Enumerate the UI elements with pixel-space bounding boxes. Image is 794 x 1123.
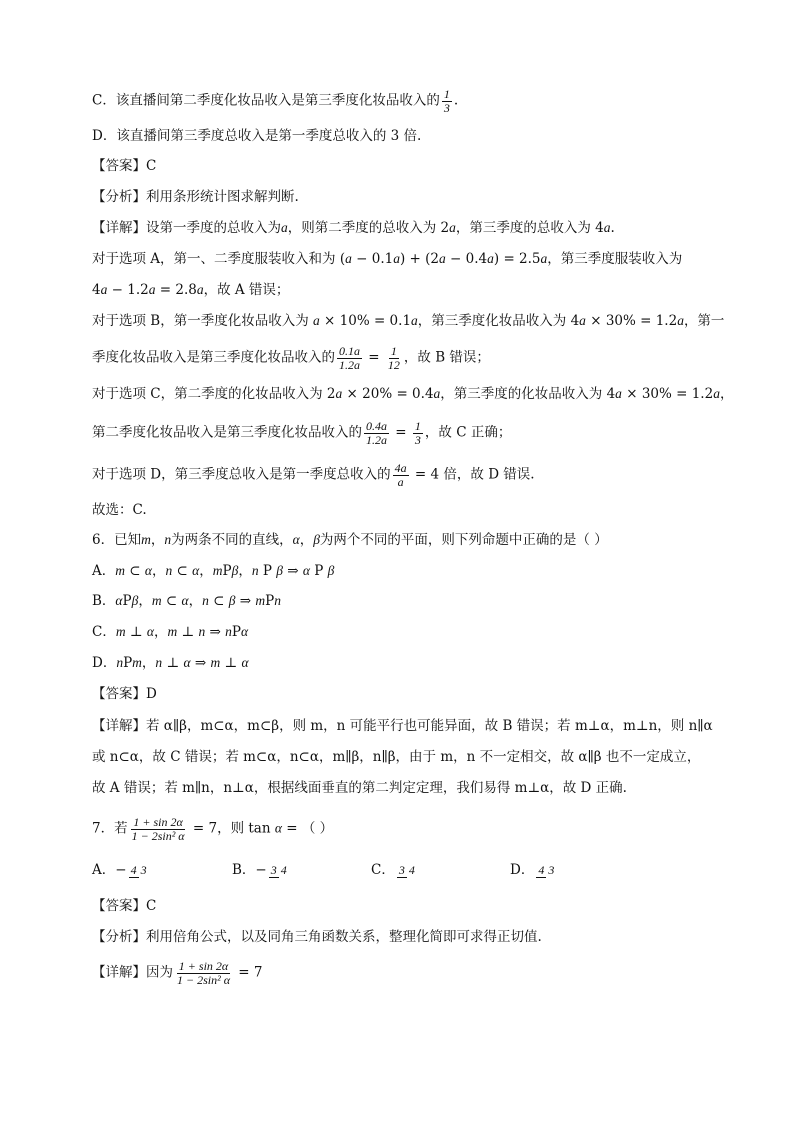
- fraction-denominator: 4: [408, 863, 415, 878]
- text-run: 6．已知: [92, 532, 142, 548]
- fraction-numerator: 3: [270, 863, 277, 878]
- math-variable: a: [281, 220, 288, 235]
- option-label: C．: [371, 862, 395, 878]
- text-run: ，第三季度的总收入为 4: [455, 220, 604, 236]
- text-run: P: [122, 593, 132, 609]
- text-run: 【详解】若 α∥β，m⊂α，m⊂β，则 m，n 可能平行也可能异面，故 B 错误；若 m⊥α，m⊥n，则 n∥α: [92, 718, 713, 734]
- text-line: [92, 249, 682, 269]
- math-variable: m: [151, 593, 162, 608]
- fraction-numerator: 0.4a: [366, 419, 387, 433]
- text-run: 第二季度化妆品收入是第三季度化妆品收入的: [92, 424, 362, 441]
- text-run: 7．若: [92, 820, 128, 837]
- text-run: ，: [153, 624, 168, 640]
- fraction: [536, 863, 556, 878]
- fraction-denominator: 3: [443, 100, 450, 115]
- text-run: × 10% = 0.1: [319, 313, 412, 329]
- text-run: 或 n⊂α，故 C 错误；若 m⊂α，n⊂α，m∥β，n∥β，由于 m，n 不一定相交，故 α∥β 也不一定成立，: [92, 749, 701, 765]
- text-run: ，故 B 错误；: [403, 349, 490, 366]
- text-run: − 0.1: [351, 251, 394, 267]
- math-variable: β: [327, 563, 335, 578]
- text-run: A．: [92, 563, 116, 579]
- text-run: × 30% = 1.2: [621, 386, 714, 402]
- text-line: [92, 778, 627, 798]
- fraction: [129, 863, 149, 878]
- math-variable: n: [198, 624, 206, 639]
- math-variable: m: [115, 624, 126, 639]
- text-run: 故 A 错误；若 m∥n，n⊥α，根据线面垂直的第二判定定理，我们易得 m⊥α，故 D 正确.: [92, 780, 627, 796]
- text-run: ，则第二季度的总收入为 2: [287, 220, 450, 236]
- fraction-numerator: 1 + sin 2α: [133, 815, 183, 829]
- text-run: D．该直播间第三季度总收入是第一季度总收入的 3 倍.: [92, 128, 422, 144]
- fraction: [393, 462, 409, 488]
- text-run: C．: [92, 624, 116, 640]
- text-run: 【详解】设第一季度的总收入为: [92, 220, 281, 236]
- math-variable: m: [132, 655, 142, 670]
- fraction: [386, 345, 402, 371]
- fraction-denominator: 1 − 2sin² α: [177, 972, 230, 987]
- text-run: P: [265, 593, 275, 609]
- fraction-denominator: 3: [414, 432, 421, 447]
- text-run: 4: [92, 282, 101, 298]
- text-run: ，第一: [683, 313, 725, 329]
- math-variable: n: [155, 655, 163, 670]
- text-line: [92, 653, 249, 673]
- fraction-denominator: 12: [387, 357, 400, 372]
- text-line: [92, 591, 281, 611]
- math-variable: α: [144, 563, 152, 578]
- text-line: [92, 280, 289, 300]
- math-variable: a: [148, 282, 156, 297]
- math-variable: a: [345, 251, 352, 266]
- text-run: ，: [138, 593, 152, 609]
- math-variable: β: [276, 563, 283, 578]
- text-line: [92, 384, 733, 404]
- fraction-numerator: 1: [390, 344, 397, 358]
- text-run: B．: [92, 593, 116, 609]
- text-run: ) + (2: [399, 251, 440, 267]
- text-run: ⇒: [282, 563, 303, 579]
- text-run: = 7，则 tan: [188, 820, 275, 837]
- answer-option: [92, 860, 151, 880]
- math-variable: a: [335, 386, 343, 401]
- text-run: =: [364, 349, 384, 366]
- text-line: [92, 747, 700, 767]
- text-run: ⊥: [177, 624, 199, 640]
- fraction: [413, 420, 423, 446]
- text-run: ，故 A 错误；: [203, 282, 290, 298]
- text-run: × 20% = 0.4: [342, 386, 434, 402]
- text-run: 对于选项 D，第三季度总收入是第一季度总收入的: [92, 466, 391, 483]
- text-run: ⊂: [208, 593, 229, 609]
- text-run: ，: [719, 386, 734, 402]
- text-run: − 0.4: [445, 251, 488, 267]
- math-variable: α: [146, 624, 154, 639]
- math-variable: a: [603, 220, 611, 235]
- text-run: ⊥: [162, 655, 184, 671]
- text-run: ⊂: [161, 593, 182, 609]
- text-line: [92, 311, 724, 331]
- option-label: D．: [510, 862, 535, 878]
- text-run: 对于选项 C，第二季度的化妆品收入为 2: [92, 386, 336, 402]
- text-line: [92, 187, 299, 207]
- text-run: ⊥: [125, 624, 147, 640]
- fraction-numerator: 4: [538, 863, 545, 878]
- math-variable: m: [255, 593, 266, 608]
- text-run: = 2.8: [155, 282, 197, 298]
- math-variable: m: [141, 532, 151, 547]
- text-run: 【详解】因为: [92, 964, 173, 981]
- math-variable: n: [251, 563, 259, 578]
- text-run: .: [453, 92, 459, 109]
- math-variable: m: [167, 624, 178, 639]
- fraction-denominator: 3: [548, 863, 555, 878]
- fraction-numerator: 0.1a: [339, 344, 360, 358]
- fraction-numerator: 1 + sin 2α: [178, 959, 229, 973]
- fraction: [337, 345, 362, 371]
- text-run: ，: [299, 532, 314, 548]
- fraction-numerator: 3: [398, 863, 405, 878]
- math-variable: n: [225, 624, 232, 639]
- text-run: ⇒: [190, 655, 211, 671]
- math-variable: n: [274, 593, 281, 608]
- text-run: 【分析】利用倍角公式，以及同角三角函数关系，整理化简即可求得正切值.: [92, 929, 542, 945]
- text-line: [92, 561, 334, 581]
- math-variable: a: [677, 313, 684, 328]
- math-variable: n: [165, 563, 173, 578]
- text-run: ，: [141, 655, 156, 671]
- math-variable: a: [100, 282, 108, 297]
- text-run: P: [231, 624, 241, 640]
- option-label: A．−: [92, 862, 127, 878]
- math-variable: α: [292, 532, 300, 547]
- math-variable: a: [313, 313, 320, 328]
- text-run: P: [222, 563, 232, 579]
- math-variable: a: [449, 220, 456, 235]
- text-run: ，第三季度化妆品收入为 4: [417, 313, 580, 329]
- text-run: = 4 倍，故 D 错误.: [410, 466, 535, 483]
- text-run: ) = 2.5: [493, 251, 541, 267]
- fraction-numerator: 1: [443, 87, 450, 101]
- text-line: [92, 927, 542, 947]
- math-variable: a: [393, 251, 400, 266]
- fraction-denominator: 3: [140, 863, 147, 878]
- text-run: D．: [92, 655, 117, 671]
- fraction-numerator: 4: [130, 863, 137, 878]
- fraction-numerator: 4a: [394, 461, 407, 475]
- text-line: [92, 896, 156, 916]
- fraction-denominator: 1 − 2sin² α: [131, 828, 185, 843]
- text-run: C．该直播间第二季度化妆品收入是第三季度化妆品收入的: [92, 92, 440, 109]
- text-run: P: [258, 563, 277, 579]
- math-variable: a: [615, 386, 622, 401]
- fraction: [175, 960, 232, 986]
- math-variable: α: [241, 655, 249, 670]
- text-run: .: [610, 220, 615, 236]
- text-run: =: [391, 424, 411, 441]
- math-variable: β: [313, 532, 320, 547]
- math-variable: α: [115, 593, 123, 608]
- text-line: [92, 462, 535, 488]
- text-run: ，: [199, 563, 213, 579]
- text-run: ⊂: [125, 563, 145, 579]
- text-line: [92, 684, 157, 704]
- math-variable: α: [302, 563, 310, 578]
- math-variable: a: [487, 251, 494, 266]
- math-variable: α: [274, 820, 282, 836]
- text-run: ⊂: [172, 563, 193, 579]
- math-variable: n: [202, 593, 209, 608]
- text-run: ⊥: [220, 655, 242, 671]
- answer-option: [232, 860, 291, 880]
- text-run: ，: [150, 532, 165, 548]
- text-run: ，故 C 正确；: [424, 424, 512, 441]
- text-line: [92, 716, 713, 736]
- math-variable: a: [433, 386, 441, 401]
- math-variable: α: [183, 655, 191, 670]
- text-line: [92, 126, 421, 146]
- text-run: P: [123, 655, 133, 671]
- text-line: [92, 530, 608, 550]
- math-variable: α: [181, 593, 189, 608]
- text-run: 季度化妆品收入是第三季度化妆品收入的: [92, 349, 335, 366]
- text-run: ⇒: [205, 624, 226, 640]
- text-run: 【答案】D: [92, 686, 157, 702]
- answer-option: [510, 860, 558, 880]
- math-variable: n: [164, 532, 172, 547]
- text-run: ，: [152, 563, 166, 579]
- text-run: ，第三季度的化妆品收入为 4: [440, 386, 616, 402]
- fraction: [442, 88, 452, 114]
- fraction-numerator: 1: [414, 419, 421, 433]
- text-run: × 30% = 1.2: [585, 313, 678, 329]
- text-line: [92, 500, 147, 520]
- fraction: [130, 816, 187, 842]
- math-variable: β: [131, 593, 139, 608]
- text-run: = 7: [234, 964, 263, 981]
- fraction-denominator: a: [397, 474, 404, 489]
- fraction: [364, 420, 389, 446]
- fraction-denominator: 4: [280, 863, 287, 878]
- text-run: 【答案】C: [92, 158, 157, 174]
- text-line: [92, 88, 458, 114]
- text-run: ⇒: [235, 593, 256, 609]
- text-run: P: [309, 563, 328, 579]
- math-variable: n: [116, 655, 124, 670]
- text-line: [92, 420, 511, 446]
- text-run: 为两条不同的直线，: [171, 532, 293, 548]
- math-variable: a: [196, 282, 204, 297]
- fraction-denominator: 1.2a: [339, 357, 360, 372]
- math-variable: α: [241, 624, 249, 639]
- answer-option: [371, 860, 419, 880]
- fraction-denominator: 1.2a: [366, 432, 387, 447]
- text-line: [92, 156, 156, 176]
- math-variable: a: [439, 251, 446, 266]
- text-run: − 1.2: [107, 282, 149, 298]
- text-run: 对于选项 B，第一季度化妆品收入为: [92, 313, 314, 329]
- text-run: = （ ）: [281, 820, 334, 837]
- text-line: [92, 960, 262, 986]
- math-variable: a: [540, 251, 548, 266]
- text-run: ，第三季度服装收入为: [547, 251, 683, 267]
- text-run: ，: [188, 593, 203, 609]
- math-variable: m: [212, 563, 223, 578]
- math-variable: m: [115, 563, 125, 578]
- text-run: 为两个不同的平面，则下列命题中正确的是（ ）: [319, 532, 608, 548]
- text-line: [92, 816, 333, 842]
- math-variable: a: [713, 386, 720, 401]
- text-line: [92, 345, 490, 371]
- text-run: 【分析】利用条形统计图求解判断.: [92, 189, 299, 205]
- text-line: [92, 218, 615, 238]
- fraction: [269, 863, 289, 878]
- text-line: [92, 622, 248, 642]
- math-variable: α: [192, 563, 200, 578]
- math-variable: β: [231, 563, 239, 578]
- text-run: 对于选项 A，第一、二季度服装收入和为 (: [92, 251, 346, 267]
- math-variable: β: [228, 593, 236, 608]
- fraction: [397, 863, 417, 878]
- option-label: B．−: [232, 862, 267, 878]
- math-variable: m: [210, 655, 221, 670]
- text-run: 故选：C.: [92, 502, 147, 518]
- text-run: 【答案】C: [92, 898, 157, 914]
- text-run: ，: [238, 563, 252, 579]
- math-variable: a: [411, 313, 418, 328]
- math-variable: a: [579, 313, 586, 328]
